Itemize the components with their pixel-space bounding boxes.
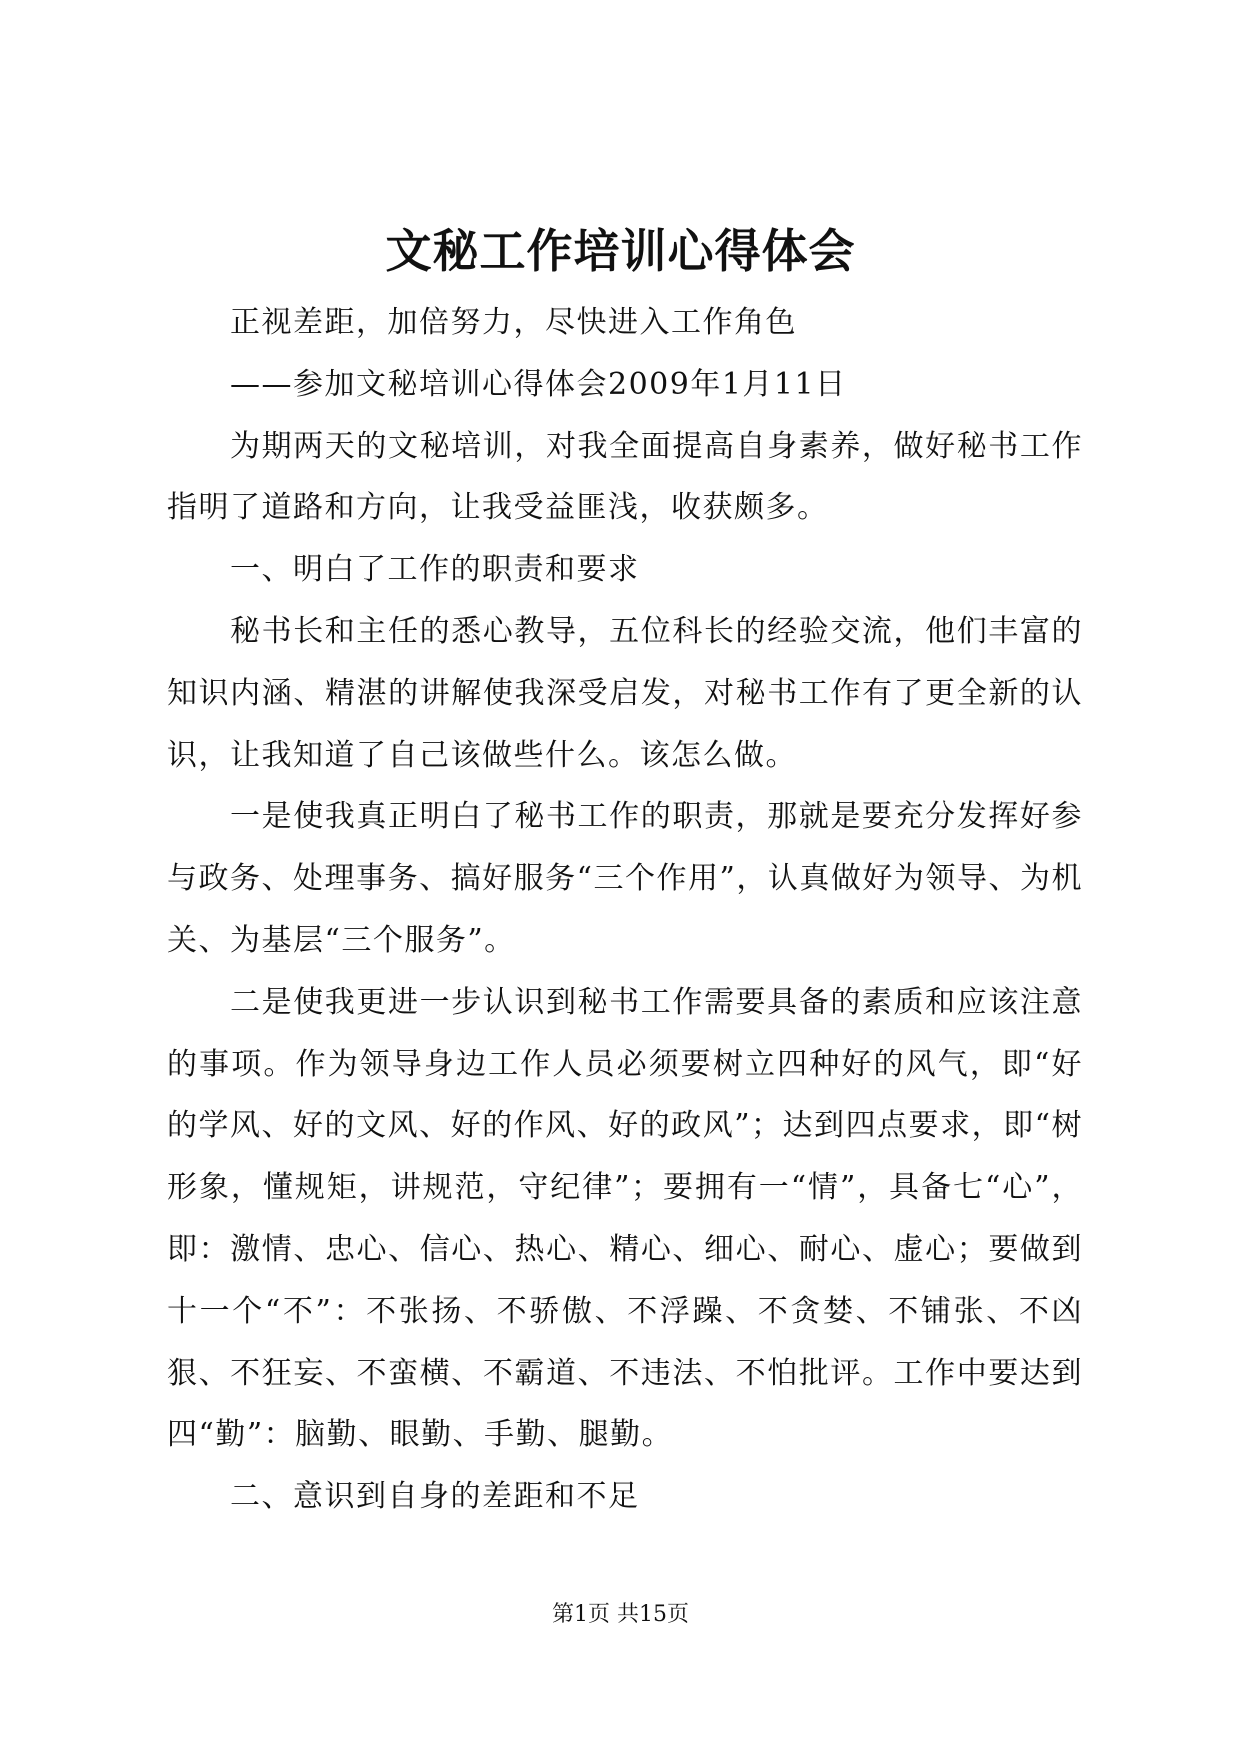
body-paragraph: 二是使我更进一步认识到秘书工作需要具备的素质和应该注意的事项。作为领导身边工作人员必须要树立四种好的风气，即“好的学风、好的文风、好的作风、好的政风”；达到四点要求，即“树形象，懂规矩，讲规范，守纪律”；要拥有一“情”，具备七“心”，即：激情、忠心、信心、热心、精心、细心、耐心、虚心；要做到十一个“不”：不张扬、不骄傲、不浮躁、不贪婪、不铺张、不凶狠、不狂妄、不蛮横、不霸道、不违法、不怕批评。工作中要达到四“勤”：脑勤、眼勤、手勤、腿勤。 [167, 984, 1083, 1453]
body-paragraph: 为期两天的文秘培训，对我全面提高自身素养，做好秘书工作指明了道路和方向，让我受益匪浅，收获颇多。 [167, 428, 1083, 526]
body-paragraph: 一是使我真正明白了秘书工作的职责，那就是要充分发挥好参与政务、处理事务、搞好服务“三个作用”，认真做好为领导、为机关、为基层“三个服务”。 [167, 799, 1083, 958]
body-paragraph: 秘书长和主任的悉心教导，五位科长的经验交流，他们丰富的知识内涵、精湛的讲解使我深受启发，对秘书工作有了更全新的认识，让我知道了自己该做些什么。该怎么做。 [167, 613, 1083, 773]
document-body [167, 292, 1083, 1528]
section-heading: 二、意识到自身的差距和不足 [230, 1479, 640, 1515]
subtitle-date-paragraph: ——参加文秘培训心得体会2009年1月11日 [230, 366, 847, 402]
section-heading: 一、明白了工作的职责和要求 [230, 552, 640, 588]
page-number-footer: 第1页 共15页 [552, 1602, 689, 1627]
document-title: 文秘工作培训心得体会 [385, 224, 856, 278]
subtitle-paragraph: 正视差距，加倍努力，尽快进入工作角色 [230, 305, 797, 340]
